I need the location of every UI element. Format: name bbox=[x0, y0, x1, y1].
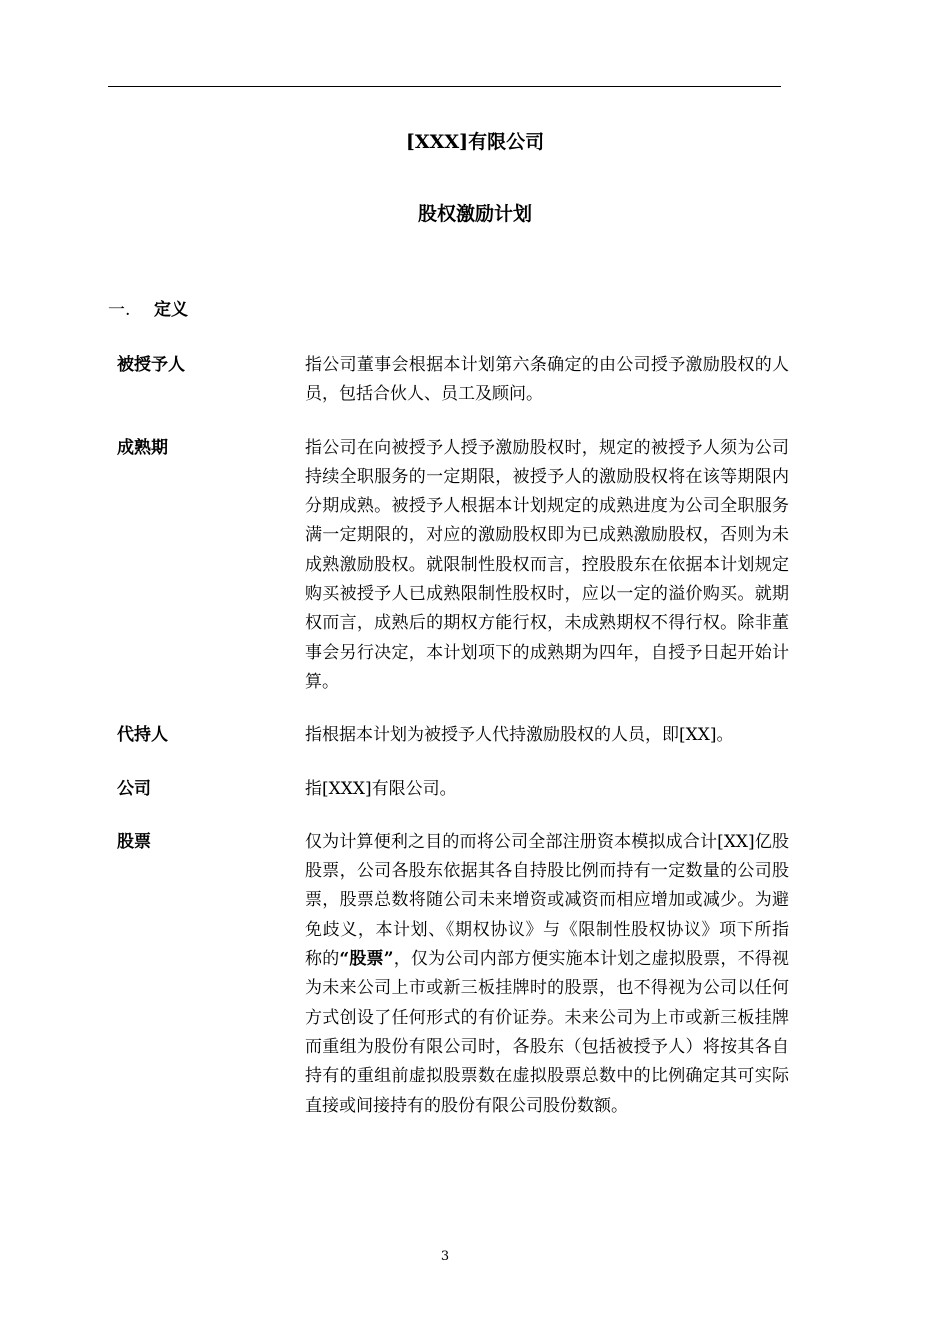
section-number: 一. bbox=[108, 300, 131, 320]
definition-text: 指公司在向被授予人授予激励股权时，规定的被授予人须为公司持续全职服务的一定期限，被授予人的激励股权将在该等期限内分期成熟。被授予人根据本计划规定的成熟进度为公司全职服务满一定期限的，对应的激励股权即为已成熟激励股权，否则为未成熟激励股权。就限制性股权而言，控股股东在依据本计划规定购买被授予人已成熟限制性股权时，应以一定的溢价购买。就期权而言，成熟后的期权方能行权，未成熟期权不得行权。除非董事会另行决定，本计划项下的成熟期为四年，自授予日起开始计算。 bbox=[305, 437, 789, 692]
definition-term: 代持人 bbox=[117, 725, 168, 746]
section-title: 定义 bbox=[154, 300, 188, 320]
definition-defined-term: “股票” bbox=[339, 949, 394, 970]
definition-text: 指公司董事会根据本计划第六条确定的由公司授予激励股权的人员，包括合伙人、员工及顾问。 bbox=[305, 355, 789, 405]
definitions-list bbox=[117, 351, 792, 1145]
definition-row bbox=[117, 775, 792, 804]
definition-term: 公司 bbox=[117, 778, 151, 799]
definition-row bbox=[117, 721, 792, 750]
page-number: 3 bbox=[440, 1249, 450, 1264]
definition-text-part: ，仅为公司内部方便实施本计划之虚拟股票，不得视为未来公司上市或新三板挂牌时的股票，也不得视为公司以任何方式创设了任何形式的有价证券。未来公司为上市或新三板挂牌而重组为股份有限公司时，各股东（包括被授予人）将按其各自持有的重组前虚拟股票数在虚拟股票总数中的比例确定其可实际直接或间接持有的股份有限公司股份数额。 bbox=[305, 949, 789, 1116]
plan-title: 股权激励计划 bbox=[417, 203, 532, 225]
definition-text: 指根据本计划为被授予人代持激励股权的人员，即[XX]。 bbox=[305, 725, 734, 746]
section-heading bbox=[108, 298, 188, 322]
definition-term: 被授予人 bbox=[117, 355, 185, 375]
definition-text-part: 仅为计算便利之目的而将公司全部注册资本模拟成合计[XX]亿股股票，公司各股东依据其各自持股比例而持有一定数量的公司股票，股票总数将随公司未来增资或减资而相应增加或减少。为避免歧义，本计划、《期权协议》与《限制性股权协议》项下所指称的 bbox=[305, 831, 789, 970]
definition-term: 股票 bbox=[117, 831, 151, 852]
definition-text: 指[XXX]有限公司。 bbox=[305, 778, 457, 799]
definition-row bbox=[117, 434, 792, 698]
header-rule bbox=[108, 86, 781, 87]
definition-term: 成熟期 bbox=[117, 437, 168, 458]
company-title: [XXX]有限公司 bbox=[405, 131, 545, 153]
definition-text bbox=[305, 828, 789, 1121]
definition-row bbox=[117, 351, 792, 410]
definition-row bbox=[117, 828, 792, 1121]
